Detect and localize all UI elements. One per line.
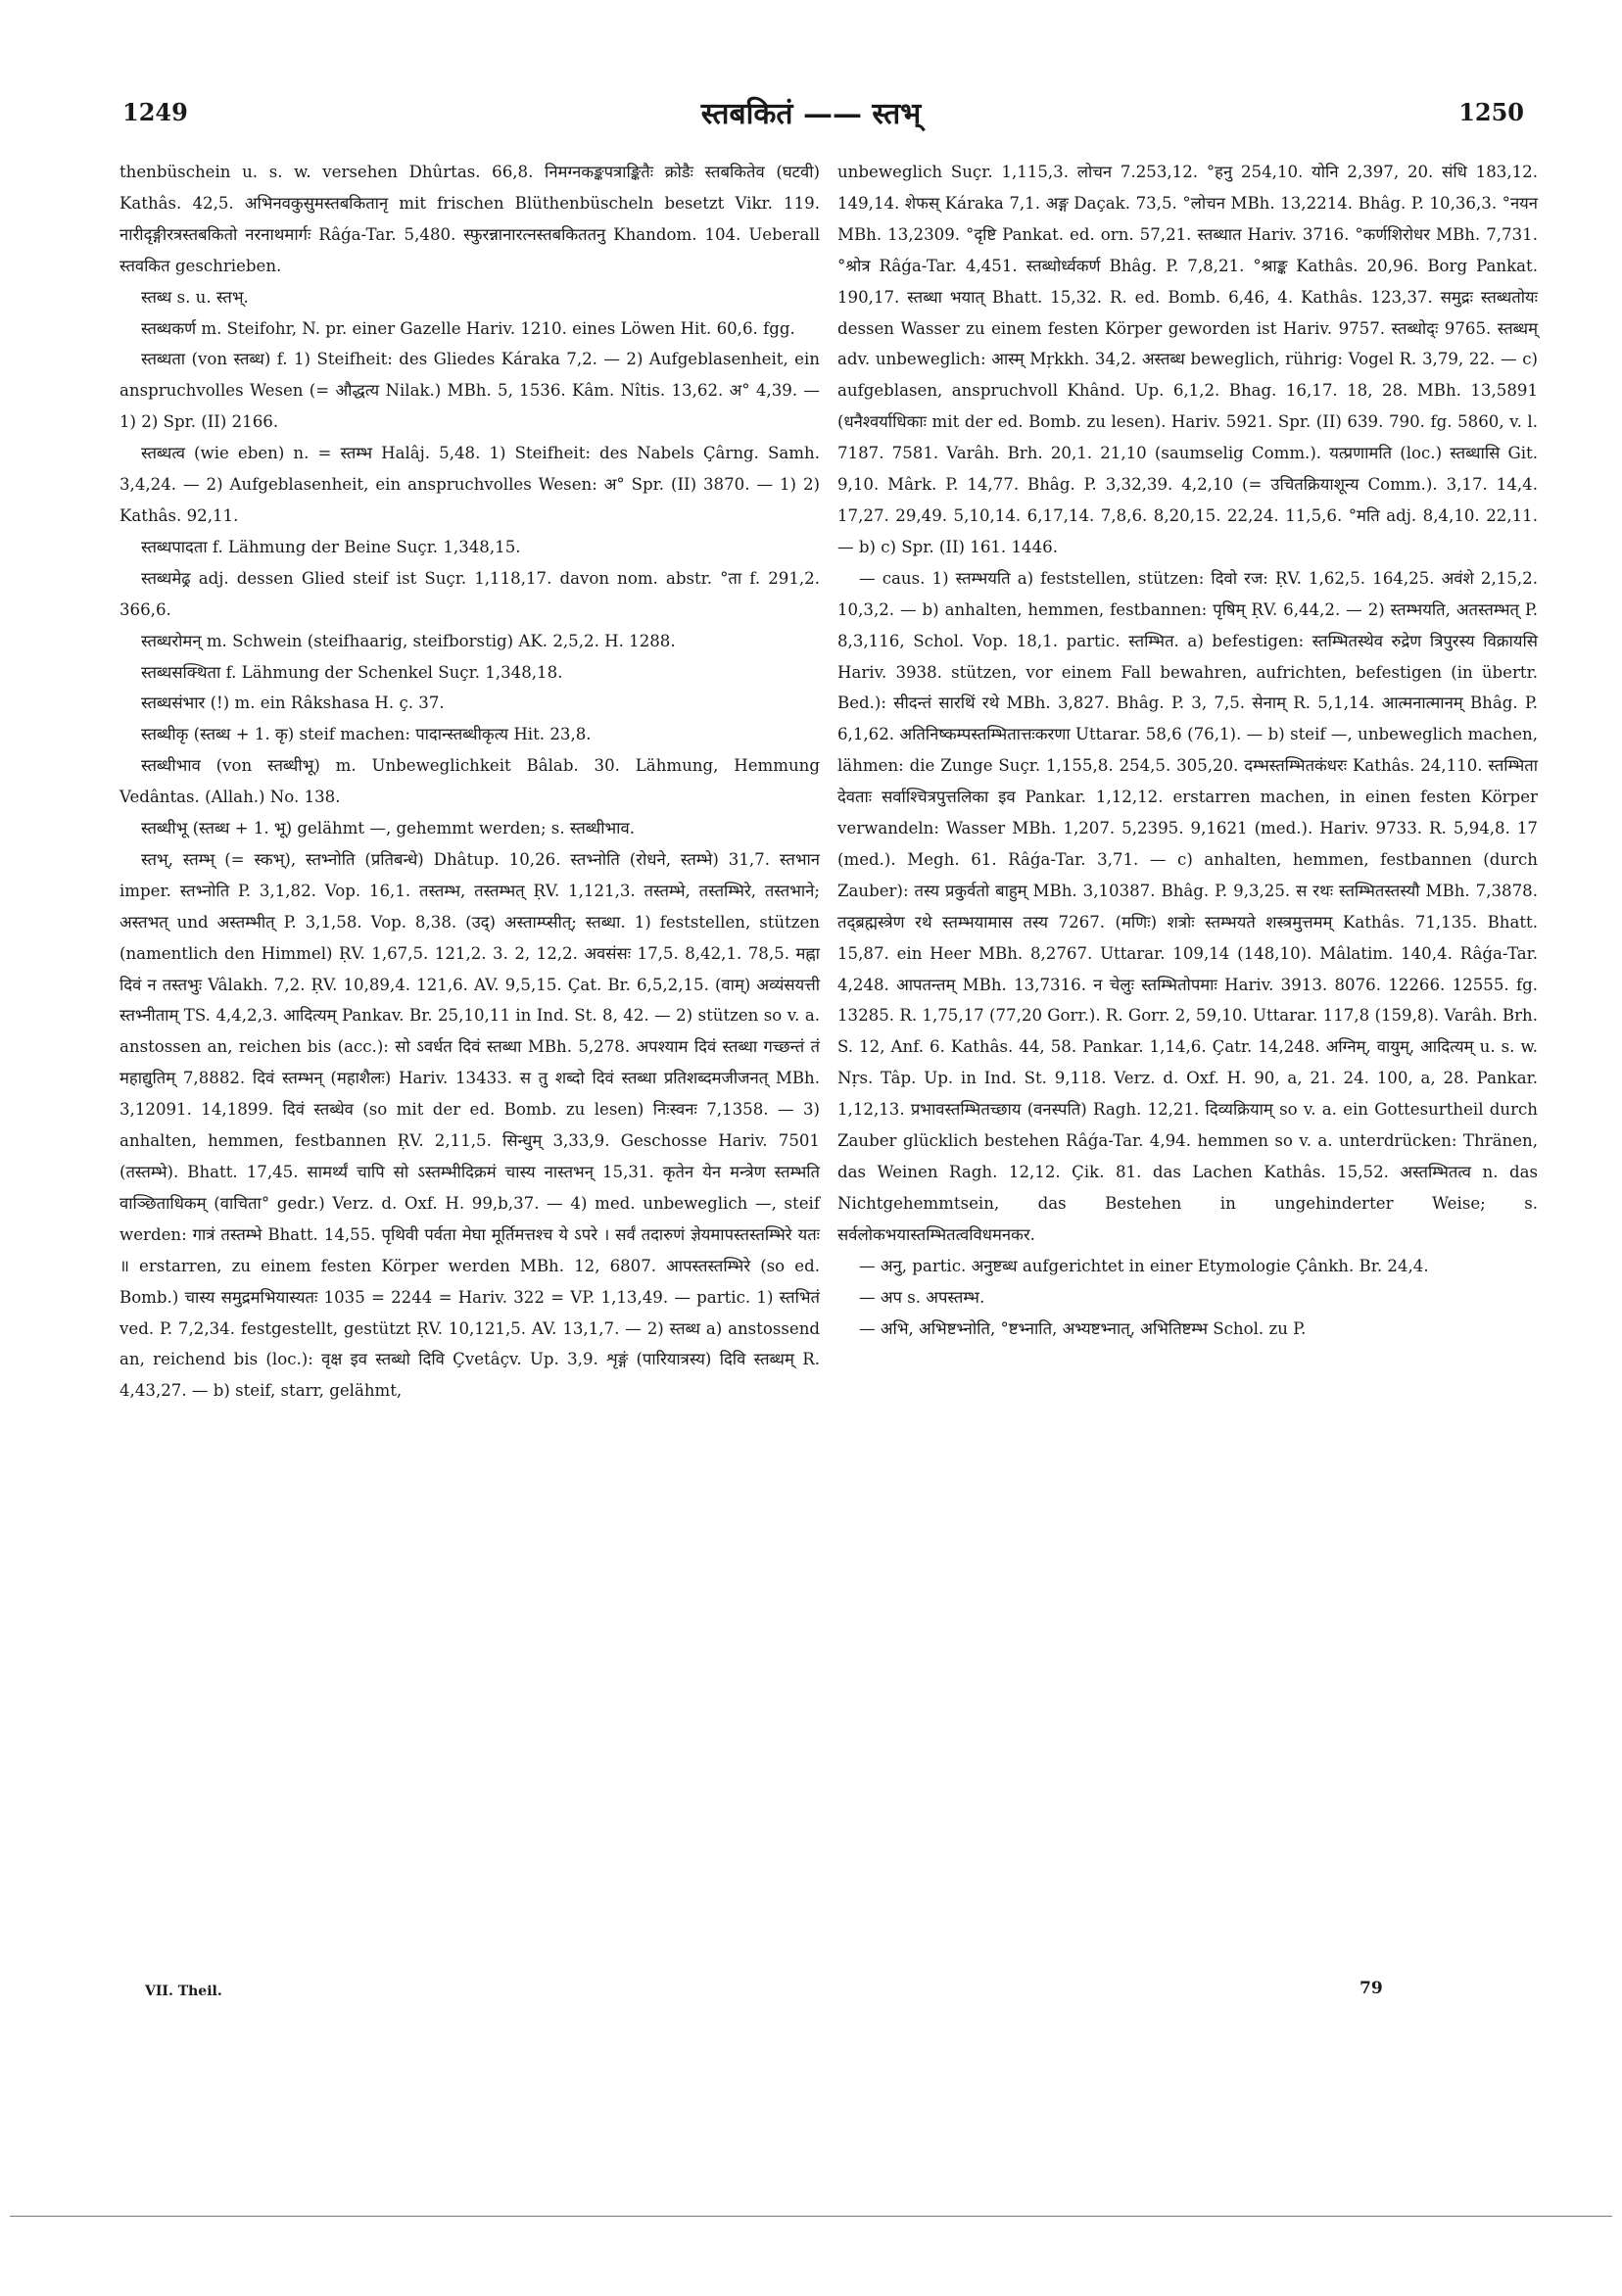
scan-bottom-rule	[10, 2216, 1612, 2217]
entry-paragraph: — अनु, partic. अनुष्टब्ध aufgerichtet in einer Etymologie Çânkh. Br. 24,4.	[859, 1256, 1429, 1275]
page-header	[0, 98, 1622, 137]
entry-paragraph: स्तब्धकर्ण m. Steifohr, N. pr. einer Gazelle Hariv. 1210. eines Löwen Hit. 60,6. fgg.	[141, 318, 795, 338]
entry-paragraph: स्तब्धता (von स्तब्ध) f. 1) Steifheit: des Gliedes Káraka 7,2. — 2) Aufgeblasenheit, ein anspruchvolles Wesen (= औद्धत्य Nilak.) MBh. 5, 1536. Kâm. Nîtis. 13,62. अ° 4,39. — 1) 2) Spr. (II) 2166.	[119, 350, 820, 432]
entry-paragraph: स्तब्धमेढ्र adj. dessen Glied steif ist Suçr. 1,118,17. davon nom. abstr. °ता f. 291,2. 366,6.	[119, 568, 820, 619]
entry-paragraph: unbeweglich Suçr. 1,115,3. लोचन 7.253,12. °हनु 254,10. योनि 2,397, 20. संधि 183,12. 149,14. शेफस् Káraka 7,1. अङ्ग Daçak. 73,5. °लोचन MBh. 13,2214. Bhâg. P. 10,36,3. °नयन MBh. 13,2309. °दृष्टि Pankat. ed. orn. 57,21. स्तब्धात Hariv. 3716. °कर्णशिरोधर MBh. 7,731. °श्रोत्र Râǵa-Tar. 4,451. स्तब्धोर्ध्वकर्ण Bhâg. P. 7,8,21. °श्राङ्क Kathâs. 20,96. Borg Pankat. 190,17. स्तब्धा भयात् Bhatt. 15,32. R. ed. Bomb. 6,46, 4. Kathâs. 123,37. समुद्रः स्तब्धतोयः dessen Wasser zu einem festen Körper geworden ist Hariv. 9757. स्तब्धोद्ः 9765. स्तब्धम् adv. unbeweglich: आस्म् Mṛkkh. 34,2. अस्तब्ध beweglich, rührig: Vogel R. 3,79, 22. — c) aufgeblasen, anspruchvoll Khând. Up. 6,1,2. Bhag. 16,17. 18, 28. MBh. 13,5891 (धनैश्वर्याधिकाः mit der ed. Bomb. zu lesen). Hariv. 5921. Spr. (II) 639. 790. fg. 5860, v. l. 7187. 7581. Varâh. Brh. 20,1. 21,10 (saumselig Comm.). यत्प्रणामति (loc.) स्तब्धासि Git. 9,10. Mârk. P. 14,77. Bhâg. P. 3,32,39. 4,2,10 (= उचितक्रियाशून्य Comm.). 3,17. 14,4. 17,27. 29,49. 5,10,14. 6,17,14. 7,8,6. 8,20,15. 22,24. 11,5,6. °मति adj. 8,4,10. 22,11. — b) c) Spr. (II) 161. 1446.	[837, 163, 1538, 556]
entry-paragraph: स्तब्धरोमन् m. Schwein (steifhaarig, steifborstig) AK. 2,5,2. H. 1288.	[141, 631, 676, 650]
page-number-right: 1250	[1458, 98, 1524, 126]
entry-paragraph: स्तब्धत्व (wie eben) n. = स्तम्भ Halâj. 5,48. 1) Steifheit: des Nabels Çârng. Samh. 3,4,24. — 2) Aufgeblasenheit, ein anspruchvolles Wesen: अ° Spr. (II) 3870. — 1) 2) Kathâs. 92,11.	[119, 444, 820, 525]
entry-paragraph: स्तब्धपादता f. Lähmung der Beine Suçr. 1,348,15.	[141, 537, 521, 556]
entry-paragraph: — अभि, अभिष्टभ्नोति, °ष्टभ्नाति, अभ्यष्टभ्नात्, अभितिष्टम्भ Schol. zu P.	[859, 1318, 1307, 1338]
running-title: स्तबकितं —— स्तभ्	[700, 97, 922, 131]
page-number-left: 1249	[122, 98, 188, 126]
entry-paragraph: स्तभ्, स्तम्भ् (= स्कभ्), स्तभ्नोति (प्रतिबन्धे) Dhâtup. 10,26. स्तभ्नोति (रोधने, स्तम्भे) 31,7. स्तभान imper. स्तभ्नोति P. 3,1,82. Vop. 16,1. तस्तम्भ, तस्तम्भत् ṚV. 1,121,3. तस्तम्भे, तस्तम्भिरे, तस्तभाने; अस्तभत् und अस्तम्भीत् P. 3,1,58. Vop. 8,38. (उद्) अस्ताम्प्सीत्; स्तब्धा. 1) feststellen, stützen (namentlich den Himmel) ṚV. 1,67,5. 121,2. 3. 2, 12,2. अवसंसः 17,5. 8,42,1. 78,5. मह्ना दिवं न तस्तभुः Vâlakh. 7,2. ṚV. 10,89,4. 121,6. AV. 9,5,15. Çat. Br. 6,5,2,15. (वाम्) अव्यंसयत्ती स्तभ्नीताम् TS. 4,4,2,3. आदित्यम् Pankav. Br. 25,10,11 in Ind. St. 8, 42. — 2) stützen so v. a. anstossen an, reichen bis (acc.): सो ऽवर्धत दिवं स्तब्धा MBh. 5,278. अपश्याम दिवं स्तब्धा गच्छन्तं तं महाद्युतिम् 7,8882. दिवं स्तम्भन् (महाशैलः) Hariv. 13433. स तु शब्दो दिवं स्तब्धा प्रतिशब्दमजीजनत् MBh. 3,12091. 14,1899. दिवं स्तब्धेव (so mit der ed. Bomb. zu lesen) निःस्वनः 7,1358. — 3) anhalten, hemmen, festbannen ṚV. 2,11,5. सिन्धुम् 3,33,9. Geschosse Hariv. 7501 (तस्तम्भे). Bhatt. 17,45. सामर्थ्यं चापि सो ऽस्तम्भीदिक्रमं चास्य नास्तभन् 15,31. कृतेन येन मन्त्रेण स्तम्भति वाञ्छिताधिकम् (वाचिता° gedr.) Verz. d. Oxf. H. 99,b,37. — 4) med. unbeweglich —, steif werden: गात्रं तस्तम्भे Bhatt. 14,55. पृथिवी पर्वता मेघा मूर्तिमत्तश्च ये ऽपरे । सर्वं तदारुणं ज्ञेयमापस्तस्तम्भिरे यतः ॥ erstarren, zu einem festen Körper werden MBh. 12, 6807. आपस्तस्तम्भिरे (so ed. Bomb.) चास्य समुद्रमभियास्यतः 1035 = 2244 = Hariv. 322 = VP. 1,13,49. — partic. 1) स्तभितं ved. P. 7,2,34. festgestellt, gestützt ṚV. 10,121,5. AV. 13,1,7. — 2) स्तब्ध a) anstossend an, reichend bis (loc.): वृक्ष इव स्तब्धो दिवि Çvetâçv. Up. 3,9. शृङ्गं (पारियात्रस्य) दिवि स्तब्धम् R. 4,43,27. — b) steif, starr, gelähmt,	[119, 849, 820, 1401]
entry-paragraph: — अप s. अपस्तम्भ.	[859, 1287, 985, 1307]
signature-mark: 79	[1360, 1979, 1383, 1998]
entry-paragraph: — caus. 1) स्तम्भयति a) feststellen, stützen: दिवो रज: ṚV. 1,62,5. 164,25. अवंशे 2,15,2. 10,3,2. — b) anhalten, hemmen, festbannen: पृषिम् ṚV. 6,44,2. — 2) स्तम्भयति, अतस्तम्भत् P. 8,3,116, Schol. Vop. 18,1. partic. स्तम्भित. a) befestigen: स्तम्भितस्थेव रुद्रेण त्रिपुरस्य विक्रायसि Hariv. 3938. stützen, vor einem Fall bewahren, aufrichten, befestigen (in übertr. Bed.): सीदन्तं सारथिं रथे MBh. 3,827. Bhâg. P. 3, 7,5. सेनाम् R. 5,1,14. आत्मनात्मानम् Bhâg. P. 6,1,62. अतिनिष्कम्पस्तम्भितात्तःकरणा Uttarar. 58,6 (76,1). — b) steif —, unbeweglich machen, lähmen: die Zunge Suçr. 1,155,8. 254,5. 305,20. दम्भस्तम्भितकंधरः Kathâs. 24,110. स्तम्भिता देवताः सर्वाश्चित्रपुत्तलिका इव Pankar. 1,12,12. erstarren machen, in einen festen Körper verwandeln: Wasser MBh. 1,207. 5,2395. 9,1621 (med.). Hariv. 9733. R. 5,94,8. 17 (med.). Megh. 61. Râǵa-Tar. 3,71. — c) anhalten, hemmen, festbannen (durch Zauber): तस्य प्रकुर्वतो बाहुम् MBh. 3,10387. Bhâg. P. 9,3,25. स रथः स्तम्भितस्तस्यौ MBh. 7,3878. तद्ब्रह्मस्त्रेण रथे स्तम्भयामास तस्य 7267. (मणिः) शत्रोः स्तम्भयते शस्त्रमुत्तमम् Kathâs. 71,135. Bhatt. 15,87. ein Heer MBh. 8,2767. Uttarar. 109,14 (148,10). Mâlatim. 140,4. Râǵa-Tar. 4,248. आपतन्तम् MBh. 13,7316. न चेलुः स्तम्भितोपमाः Hariv. 3913. 8076. 12266. 12555. fg. 13285. R. 1,75,17 (77,20 Gorr.). R. Gorr. 2, 59,10. Uttarar. 117,8 (159,8). Varâh. Brh. S. 12, Anf. 6. Kathâs. 44, 58. Pankar. 1,14,6. Çatr. 14,248. अग्निम्, वायुम्, आदित्यम् u. s. w. Nṛs. Tâp. Up. in Ind. St. 9,118. Verz. d. Oxf. H. 90, a, 21. 24. 100, a, 28. Pankar. 1,12,13. प्रभावस्तम्भितच्छाय (वनस्पति) Ragh. 12,21. दिव्यक्रियाम् so v. a. ein Gottesurtheil durch Zauber glücklich bestehen Râǵa-Tar. 4,94. hemmen so v. a. unterdrücken: Thränen, das Weinen Ragh. 12,12. Çik. 81. das Lachen Kathâs. 15,52. अस्तम्भितत्व n. das Nichtgehemmtsein, das Bestehen in ungehinderter Weise; s. सर्वलोकभयास्तम्भितत्वविधमनकर.	[837, 568, 1538, 1244]
entry-paragraph: स्तब्धीभाव (von स्तब्धीभू) m. Unbeweglichkeit Bâlab. 30. Lähmung, Hemmung Vedântas. (Allah.) No. 138.	[119, 756, 820, 807]
volume-note: VII. Theil.	[145, 1984, 222, 1999]
entry-paragraph: स्तब्धीकृ (स्तब्ध + 1. कृ) steif machen: पादान्स्तब्धीकृत्य Hit. 23,8.	[141, 725, 592, 744]
entry-paragraph: स्तब्धीभू (स्तब्ध + 1. भू) gelähmt —, gehemmt werden; s. स्तब्धीभाव.	[141, 819, 635, 838]
left-column	[119, 157, 820, 1407]
entry-paragraph: स्तब्ध s. u. स्तभ्.	[141, 287, 249, 307]
right-column	[837, 157, 1538, 1344]
entry-paragraph: स्तब्धसंभार (!) m. ein Râkshasa H. ç. 37.	[141, 694, 445, 713]
entry-paragraph: thenbüschein u. s. w. versehen Dhûrtas. 66,8. निमग्नकङ्कपत्राङ्कितैः क्रोडैः स्तबकितेव (घटवी) Kathâs. 42,5. अभिनवकुसुमस्तबकितानृ mit frischen Blüthenbüscheln besetzt Vikr. 119. नारीदृङ्गीरत्रस्तबकितो नरनाथमार्गः Râǵa-Tar. 5,480. स्फुरन्नानारत्नस्तबकिततनु Khandom. 104. Ueberall स्तवकित geschrieben.	[119, 163, 820, 275]
entry-paragraph: स्तब्धसक्थिता f. Lähmung der Schenkel Suçr. 1,348,18.	[141, 662, 563, 682]
